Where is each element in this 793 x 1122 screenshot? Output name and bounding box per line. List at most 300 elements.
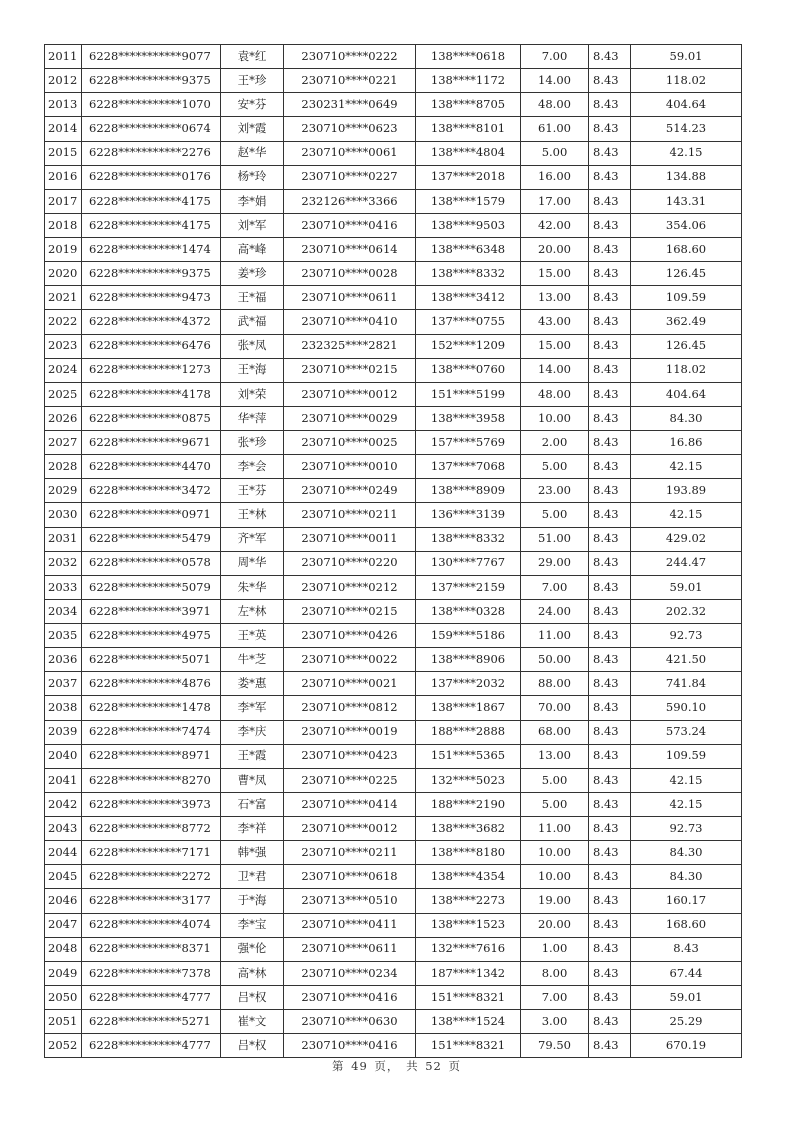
quantity-cell: 19.00 bbox=[521, 889, 589, 913]
table-row bbox=[45, 45, 742, 69]
id-number-cell: 230710****0222 bbox=[284, 45, 416, 69]
amount-cell: 84.30 bbox=[631, 406, 742, 430]
id-number-cell: 230710****0623 bbox=[284, 117, 416, 141]
amount-cell: 109.59 bbox=[631, 744, 742, 768]
id-number-cell: 230710****0423 bbox=[284, 744, 416, 768]
id-number-cell: 230710****0414 bbox=[284, 792, 416, 816]
bank-card-number-cell: 6228***********4777 bbox=[82, 985, 221, 1009]
phone-number-cell: 138****4804 bbox=[416, 141, 521, 165]
quantity-cell: 16.00 bbox=[521, 165, 589, 189]
row-number-cell: 2039 bbox=[45, 720, 82, 744]
row-number-cell: 2014 bbox=[45, 117, 82, 141]
id-number-cell: 230710****0249 bbox=[284, 479, 416, 503]
phone-number-cell: 138****0618 bbox=[416, 45, 521, 69]
amount-cell: 42.15 bbox=[631, 455, 742, 479]
phone-number-cell: 138****9503 bbox=[416, 213, 521, 237]
person-name-cell: 高*峰 bbox=[221, 238, 284, 262]
phone-number-cell: 138****0328 bbox=[416, 599, 521, 623]
table-row bbox=[45, 696, 742, 720]
unit-price-cell: 8.43 bbox=[589, 527, 631, 551]
phone-number-cell: 138****1523 bbox=[416, 913, 521, 937]
bank-card-number-cell: 6228***********9077 bbox=[82, 45, 221, 69]
amount-cell: 118.02 bbox=[631, 358, 742, 382]
quantity-cell: 2.00 bbox=[521, 431, 589, 455]
bank-card-number-cell: 6228***********8371 bbox=[82, 937, 221, 961]
bank-card-number-cell: 6228***********9671 bbox=[82, 431, 221, 455]
person-name-cell: 王*福 bbox=[221, 286, 284, 310]
row-number-cell: 2021 bbox=[45, 286, 82, 310]
table-row bbox=[45, 262, 742, 286]
phone-number-cell: 138****3958 bbox=[416, 406, 521, 430]
unit-price-cell: 8.43 bbox=[589, 189, 631, 213]
row-number-cell: 2012 bbox=[45, 69, 82, 93]
phone-number-cell: 151****8321 bbox=[416, 985, 521, 1009]
person-name-cell: 崔*文 bbox=[221, 1010, 284, 1034]
unit-price-cell: 8.43 bbox=[589, 575, 631, 599]
person-name-cell: 于*海 bbox=[221, 889, 284, 913]
id-number-cell: 230710****0411 bbox=[284, 913, 416, 937]
quantity-cell: 14.00 bbox=[521, 358, 589, 382]
roster-table bbox=[44, 44, 742, 1058]
row-number-cell: 2011 bbox=[45, 45, 82, 69]
row-number-cell: 2052 bbox=[45, 1034, 82, 1058]
bank-card-number-cell: 6228***********4175 bbox=[82, 189, 221, 213]
bank-card-number-cell: 6228***********4178 bbox=[82, 382, 221, 406]
amount-cell: 92.73 bbox=[631, 817, 742, 841]
unit-price-cell: 8.43 bbox=[589, 961, 631, 985]
bank-card-number-cell: 6228***********4074 bbox=[82, 913, 221, 937]
person-name-cell: 卫*君 bbox=[221, 865, 284, 889]
id-number-cell: 230710****0221 bbox=[284, 69, 416, 93]
person-name-cell: 武*福 bbox=[221, 310, 284, 334]
bank-card-number-cell: 6228***********4975 bbox=[82, 624, 221, 648]
bank-card-number-cell: 6228***********1474 bbox=[82, 238, 221, 262]
row-number-cell: 2050 bbox=[45, 985, 82, 1009]
unit-price-cell: 8.43 bbox=[589, 165, 631, 189]
phone-number-cell: 159****5186 bbox=[416, 624, 521, 648]
unit-price-cell: 8.43 bbox=[589, 213, 631, 237]
id-number-cell: 230710****0416 bbox=[284, 1034, 416, 1058]
footer-prefix: 第 bbox=[331, 1059, 345, 1073]
unit-price-cell: 8.43 bbox=[589, 648, 631, 672]
table-row bbox=[45, 841, 742, 865]
unit-price-cell: 8.43 bbox=[589, 310, 631, 334]
quantity-cell: 70.00 bbox=[521, 696, 589, 720]
roster-body bbox=[45, 45, 742, 1058]
row-number-cell: 2032 bbox=[45, 551, 82, 575]
phone-number-cell: 138****2273 bbox=[416, 889, 521, 913]
table-row bbox=[45, 599, 742, 623]
row-number-cell: 2051 bbox=[45, 1010, 82, 1034]
amount-cell: 404.64 bbox=[631, 382, 742, 406]
row-number-cell: 2042 bbox=[45, 792, 82, 816]
table-row bbox=[45, 937, 742, 961]
table-row bbox=[45, 648, 742, 672]
unit-price-cell: 8.43 bbox=[589, 479, 631, 503]
person-name-cell: 曹*凤 bbox=[221, 768, 284, 792]
unit-price-cell: 8.43 bbox=[589, 720, 631, 744]
person-name-cell: 袁*红 bbox=[221, 45, 284, 69]
row-number-cell: 2041 bbox=[45, 768, 82, 792]
phone-number-cell: 157****5769 bbox=[416, 431, 521, 455]
row-number-cell: 2043 bbox=[45, 817, 82, 841]
footer-total-pages: 52 bbox=[425, 1059, 442, 1073]
bank-card-number-cell: 6228***********9375 bbox=[82, 69, 221, 93]
amount-cell: 404.64 bbox=[631, 93, 742, 117]
quantity-cell: 7.00 bbox=[521, 985, 589, 1009]
quantity-cell: 13.00 bbox=[521, 286, 589, 310]
person-name-cell: 张*凤 bbox=[221, 334, 284, 358]
row-number-cell: 2025 bbox=[45, 382, 82, 406]
table-row bbox=[45, 479, 742, 503]
phone-number-cell: 138****8909 bbox=[416, 479, 521, 503]
bank-card-number-cell: 6228***********8270 bbox=[82, 768, 221, 792]
bank-card-number-cell: 6228***********6476 bbox=[82, 334, 221, 358]
row-number-cell: 2040 bbox=[45, 744, 82, 768]
table-row bbox=[45, 720, 742, 744]
person-name-cell: 刘*霞 bbox=[221, 117, 284, 141]
phone-number-cell: 138****8101 bbox=[416, 117, 521, 141]
table-row bbox=[45, 310, 742, 334]
table-row bbox=[45, 117, 742, 141]
amount-cell: 160.17 bbox=[631, 889, 742, 913]
bank-card-number-cell: 6228***********9473 bbox=[82, 286, 221, 310]
person-name-cell: 王*霞 bbox=[221, 744, 284, 768]
phone-number-cell: 138****4354 bbox=[416, 865, 521, 889]
person-name-cell: 朱*华 bbox=[221, 575, 284, 599]
person-name-cell: 李*宝 bbox=[221, 913, 284, 937]
quantity-cell: 5.00 bbox=[521, 503, 589, 527]
table-row bbox=[45, 238, 742, 262]
bank-card-number-cell: 6228***********8971 bbox=[82, 744, 221, 768]
id-number-cell: 230710****0227 bbox=[284, 165, 416, 189]
unit-price-cell: 8.43 bbox=[589, 141, 631, 165]
id-number-cell: 230710****0211 bbox=[284, 841, 416, 865]
bank-card-number-cell: 6228***********8772 bbox=[82, 817, 221, 841]
table-row bbox=[45, 527, 742, 551]
quantity-cell: 8.00 bbox=[521, 961, 589, 985]
phone-number-cell: 137****2018 bbox=[416, 165, 521, 189]
quantity-cell: 29.00 bbox=[521, 551, 589, 575]
quantity-cell: 1.00 bbox=[521, 937, 589, 961]
row-number-cell: 2044 bbox=[45, 841, 82, 865]
unit-price-cell: 8.43 bbox=[589, 913, 631, 937]
table-row bbox=[45, 431, 742, 455]
table-row bbox=[45, 624, 742, 648]
person-name-cell: 李*娟 bbox=[221, 189, 284, 213]
row-number-cell: 2047 bbox=[45, 913, 82, 937]
amount-cell: 59.01 bbox=[631, 575, 742, 599]
bank-card-number-cell: 6228***********1478 bbox=[82, 696, 221, 720]
person-name-cell: 左*林 bbox=[221, 599, 284, 623]
person-name-cell: 李*祥 bbox=[221, 817, 284, 841]
id-number-cell: 230710****0212 bbox=[284, 575, 416, 599]
phone-number-cell: 138****8906 bbox=[416, 648, 521, 672]
phone-number-cell: 138****8705 bbox=[416, 93, 521, 117]
row-number-cell: 2028 bbox=[45, 455, 82, 479]
page-footer bbox=[0, 1058, 793, 1074]
unit-price-cell: 8.43 bbox=[589, 431, 631, 455]
amount-cell: 59.01 bbox=[631, 985, 742, 1009]
id-number-cell: 230710****0611 bbox=[284, 286, 416, 310]
table-row bbox=[45, 213, 742, 237]
person-name-cell: 刘*荣 bbox=[221, 382, 284, 406]
id-number-cell: 230710****0022 bbox=[284, 648, 416, 672]
id-number-cell: 230710****0012 bbox=[284, 817, 416, 841]
amount-cell: 168.60 bbox=[631, 913, 742, 937]
person-name-cell: 刘*军 bbox=[221, 213, 284, 237]
bank-card-number-cell: 6228***********2276 bbox=[82, 141, 221, 165]
unit-price-cell: 8.43 bbox=[589, 382, 631, 406]
id-number-cell: 230710****0618 bbox=[284, 865, 416, 889]
quantity-cell: 7.00 bbox=[521, 575, 589, 599]
bank-card-number-cell: 6228***********4470 bbox=[82, 455, 221, 479]
amount-cell: 202.32 bbox=[631, 599, 742, 623]
bank-card-number-cell: 6228***********7378 bbox=[82, 961, 221, 985]
row-number-cell: 2026 bbox=[45, 406, 82, 430]
id-number-cell: 230710****0225 bbox=[284, 768, 416, 792]
id-number-cell: 230710****0010 bbox=[284, 455, 416, 479]
id-number-cell: 230710****0426 bbox=[284, 624, 416, 648]
unit-price-cell: 8.43 bbox=[589, 503, 631, 527]
unit-price-cell: 8.43 bbox=[589, 768, 631, 792]
amount-cell: 92.73 bbox=[631, 624, 742, 648]
row-number-cell: 2033 bbox=[45, 575, 82, 599]
unit-price-cell: 8.43 bbox=[589, 45, 631, 69]
unit-price-cell: 8.43 bbox=[589, 406, 631, 430]
amount-cell: 42.15 bbox=[631, 503, 742, 527]
unit-price-cell: 8.43 bbox=[589, 1034, 631, 1058]
id-number-cell: 230710****0234 bbox=[284, 961, 416, 985]
amount-cell: 8.43 bbox=[631, 937, 742, 961]
bank-card-number-cell: 6228***********3973 bbox=[82, 792, 221, 816]
table-row bbox=[45, 406, 742, 430]
bank-card-number-cell: 6228***********2272 bbox=[82, 865, 221, 889]
bank-card-number-cell: 6228***********0971 bbox=[82, 503, 221, 527]
person-name-cell: 娄*惠 bbox=[221, 672, 284, 696]
person-name-cell: 牛*芝 bbox=[221, 648, 284, 672]
unit-price-cell: 8.43 bbox=[589, 455, 631, 479]
amount-cell: 573.24 bbox=[631, 720, 742, 744]
id-number-cell: 230710****0029 bbox=[284, 406, 416, 430]
row-number-cell: 2038 bbox=[45, 696, 82, 720]
amount-cell: 25.29 bbox=[631, 1010, 742, 1034]
bank-card-number-cell: 6228***********4876 bbox=[82, 672, 221, 696]
table-row bbox=[45, 358, 742, 382]
row-number-cell: 2018 bbox=[45, 213, 82, 237]
id-number-cell: 230710****0211 bbox=[284, 503, 416, 527]
id-number-cell: 230710****0061 bbox=[284, 141, 416, 165]
phone-number-cell: 138****3682 bbox=[416, 817, 521, 841]
bank-card-number-cell: 6228***********0578 bbox=[82, 551, 221, 575]
table-row bbox=[45, 334, 742, 358]
person-name-cell: 李*会 bbox=[221, 455, 284, 479]
unit-price-cell: 8.43 bbox=[589, 865, 631, 889]
person-name-cell: 吕*权 bbox=[221, 1034, 284, 1058]
phone-number-cell: 132****5023 bbox=[416, 768, 521, 792]
id-number-cell: 230710****0416 bbox=[284, 213, 416, 237]
unit-price-cell: 8.43 bbox=[589, 841, 631, 865]
bank-card-number-cell: 6228***********0875 bbox=[82, 406, 221, 430]
phone-number-cell: 152****1209 bbox=[416, 334, 521, 358]
person-name-cell: 周*华 bbox=[221, 551, 284, 575]
unit-price-cell: 8.43 bbox=[589, 817, 631, 841]
phone-number-cell: 136****3139 bbox=[416, 503, 521, 527]
quantity-cell: 15.00 bbox=[521, 262, 589, 286]
unit-price-cell: 8.43 bbox=[589, 358, 631, 382]
amount-cell: 134.88 bbox=[631, 165, 742, 189]
row-number-cell: 2024 bbox=[45, 358, 82, 382]
phone-number-cell: 188****2888 bbox=[416, 720, 521, 744]
row-number-cell: 2048 bbox=[45, 937, 82, 961]
row-number-cell: 2019 bbox=[45, 238, 82, 262]
amount-cell: 42.15 bbox=[631, 141, 742, 165]
bank-card-number-cell: 6228***********4777 bbox=[82, 1034, 221, 1058]
id-number-cell: 230710****0611 bbox=[284, 937, 416, 961]
id-number-cell: 230710****0012 bbox=[284, 382, 416, 406]
quantity-cell: 68.00 bbox=[521, 720, 589, 744]
person-name-cell: 王*海 bbox=[221, 358, 284, 382]
table-row bbox=[45, 792, 742, 816]
quantity-cell: 20.00 bbox=[521, 913, 589, 937]
unit-price-cell: 8.43 bbox=[589, 117, 631, 141]
person-name-cell: 李*庆 bbox=[221, 720, 284, 744]
person-name-cell: 王*芬 bbox=[221, 479, 284, 503]
quantity-cell: 13.00 bbox=[521, 744, 589, 768]
phone-number-cell: 151****5365 bbox=[416, 744, 521, 768]
row-number-cell: 2027 bbox=[45, 431, 82, 455]
table-row bbox=[45, 455, 742, 479]
bank-card-number-cell: 6228***********5479 bbox=[82, 527, 221, 551]
amount-cell: 59.01 bbox=[631, 45, 742, 69]
amount-cell: 670.19 bbox=[631, 1034, 742, 1058]
amount-cell: 514.23 bbox=[631, 117, 742, 141]
bank-card-number-cell: 6228***********5079 bbox=[82, 575, 221, 599]
unit-price-cell: 8.43 bbox=[589, 334, 631, 358]
quantity-cell: 42.00 bbox=[521, 213, 589, 237]
bank-card-number-cell: 6228***********3472 bbox=[82, 479, 221, 503]
phone-number-cell: 130****7767 bbox=[416, 551, 521, 575]
bank-card-number-cell: 6228***********7474 bbox=[82, 720, 221, 744]
phone-number-cell: 138****8180 bbox=[416, 841, 521, 865]
row-number-cell: 2030 bbox=[45, 503, 82, 527]
unit-price-cell: 8.43 bbox=[589, 744, 631, 768]
bank-card-number-cell: 6228***********3971 bbox=[82, 599, 221, 623]
amount-cell: 590.10 bbox=[631, 696, 742, 720]
person-name-cell: 强*伦 bbox=[221, 937, 284, 961]
phone-number-cell: 138****1867 bbox=[416, 696, 521, 720]
phone-number-cell: 151****5199 bbox=[416, 382, 521, 406]
table-row bbox=[45, 93, 742, 117]
amount-cell: 16.86 bbox=[631, 431, 742, 455]
unit-price-cell: 8.43 bbox=[589, 599, 631, 623]
person-name-cell: 王*英 bbox=[221, 624, 284, 648]
unit-price-cell: 8.43 bbox=[589, 672, 631, 696]
quantity-cell: 20.00 bbox=[521, 238, 589, 262]
id-number-cell: 230710****0028 bbox=[284, 262, 416, 286]
table-row bbox=[45, 1010, 742, 1034]
quantity-cell: 5.00 bbox=[521, 141, 589, 165]
footer-total-prefix: 共 bbox=[406, 1059, 419, 1073]
person-name-cell: 赵*华 bbox=[221, 141, 284, 165]
phone-number-cell: 138****6348 bbox=[416, 238, 521, 262]
id-number-cell: 230231****0649 bbox=[284, 93, 416, 117]
row-number-cell: 2022 bbox=[45, 310, 82, 334]
phone-number-cell: 138****8332 bbox=[416, 262, 521, 286]
quantity-cell: 48.00 bbox=[521, 382, 589, 406]
amount-cell: 42.15 bbox=[631, 792, 742, 816]
unit-price-cell: 8.43 bbox=[589, 937, 631, 961]
amount-cell: 193.89 bbox=[631, 479, 742, 503]
table-row bbox=[45, 575, 742, 599]
person-name-cell: 李*军 bbox=[221, 696, 284, 720]
table-row bbox=[45, 189, 742, 213]
amount-cell: 118.02 bbox=[631, 69, 742, 93]
amount-cell: 741.84 bbox=[631, 672, 742, 696]
bank-card-number-cell: 6228***********0176 bbox=[82, 165, 221, 189]
amount-cell: 354.06 bbox=[631, 213, 742, 237]
bank-card-number-cell: 6228***********4372 bbox=[82, 310, 221, 334]
row-number-cell: 2016 bbox=[45, 165, 82, 189]
bank-card-number-cell: 6228***********4175 bbox=[82, 213, 221, 237]
quantity-cell: 50.00 bbox=[521, 648, 589, 672]
phone-number-cell: 137****2159 bbox=[416, 575, 521, 599]
table-row bbox=[45, 503, 742, 527]
id-number-cell: 230710****0215 bbox=[284, 599, 416, 623]
quantity-cell: 10.00 bbox=[521, 865, 589, 889]
id-number-cell: 230710****0416 bbox=[284, 985, 416, 1009]
row-number-cell: 2020 bbox=[45, 262, 82, 286]
table-row bbox=[45, 382, 742, 406]
quantity-cell: 7.00 bbox=[521, 45, 589, 69]
row-number-cell: 2049 bbox=[45, 961, 82, 985]
bank-card-number-cell: 6228***********1273 bbox=[82, 358, 221, 382]
phone-number-cell: 137****2032 bbox=[416, 672, 521, 696]
table-row bbox=[45, 69, 742, 93]
row-number-cell: 2045 bbox=[45, 865, 82, 889]
row-number-cell: 2029 bbox=[45, 479, 82, 503]
table-row bbox=[45, 985, 742, 1009]
quantity-cell: 3.00 bbox=[521, 1010, 589, 1034]
phone-number-cell: 132****7616 bbox=[416, 937, 521, 961]
table-row bbox=[45, 817, 742, 841]
row-number-cell: 2037 bbox=[45, 672, 82, 696]
amount-cell: 42.15 bbox=[631, 768, 742, 792]
quantity-cell: 11.00 bbox=[521, 817, 589, 841]
quantity-cell: 24.00 bbox=[521, 599, 589, 623]
phone-number-cell: 138****1524 bbox=[416, 1010, 521, 1034]
id-number-cell: 230713****0510 bbox=[284, 889, 416, 913]
quantity-cell: 61.00 bbox=[521, 117, 589, 141]
quantity-cell: 23.00 bbox=[521, 479, 589, 503]
footer-page-unit: 页， bbox=[374, 1059, 400, 1073]
person-name-cell: 华*萍 bbox=[221, 406, 284, 430]
unit-price-cell: 8.43 bbox=[589, 69, 631, 93]
bank-card-number-cell: 6228***********5071 bbox=[82, 648, 221, 672]
table-row bbox=[45, 286, 742, 310]
person-name-cell: 张*珍 bbox=[221, 431, 284, 455]
unit-price-cell: 8.43 bbox=[589, 551, 631, 575]
row-number-cell: 2031 bbox=[45, 527, 82, 551]
phone-number-cell: 151****8321 bbox=[416, 1034, 521, 1058]
amount-cell: 362.49 bbox=[631, 310, 742, 334]
amount-cell: 84.30 bbox=[631, 841, 742, 865]
footer-total-unit: 页 bbox=[448, 1059, 462, 1073]
person-name-cell: 王*林 bbox=[221, 503, 284, 527]
table-row bbox=[45, 768, 742, 792]
amount-cell: 429.02 bbox=[631, 527, 742, 551]
id-number-cell: 230710****0011 bbox=[284, 527, 416, 551]
